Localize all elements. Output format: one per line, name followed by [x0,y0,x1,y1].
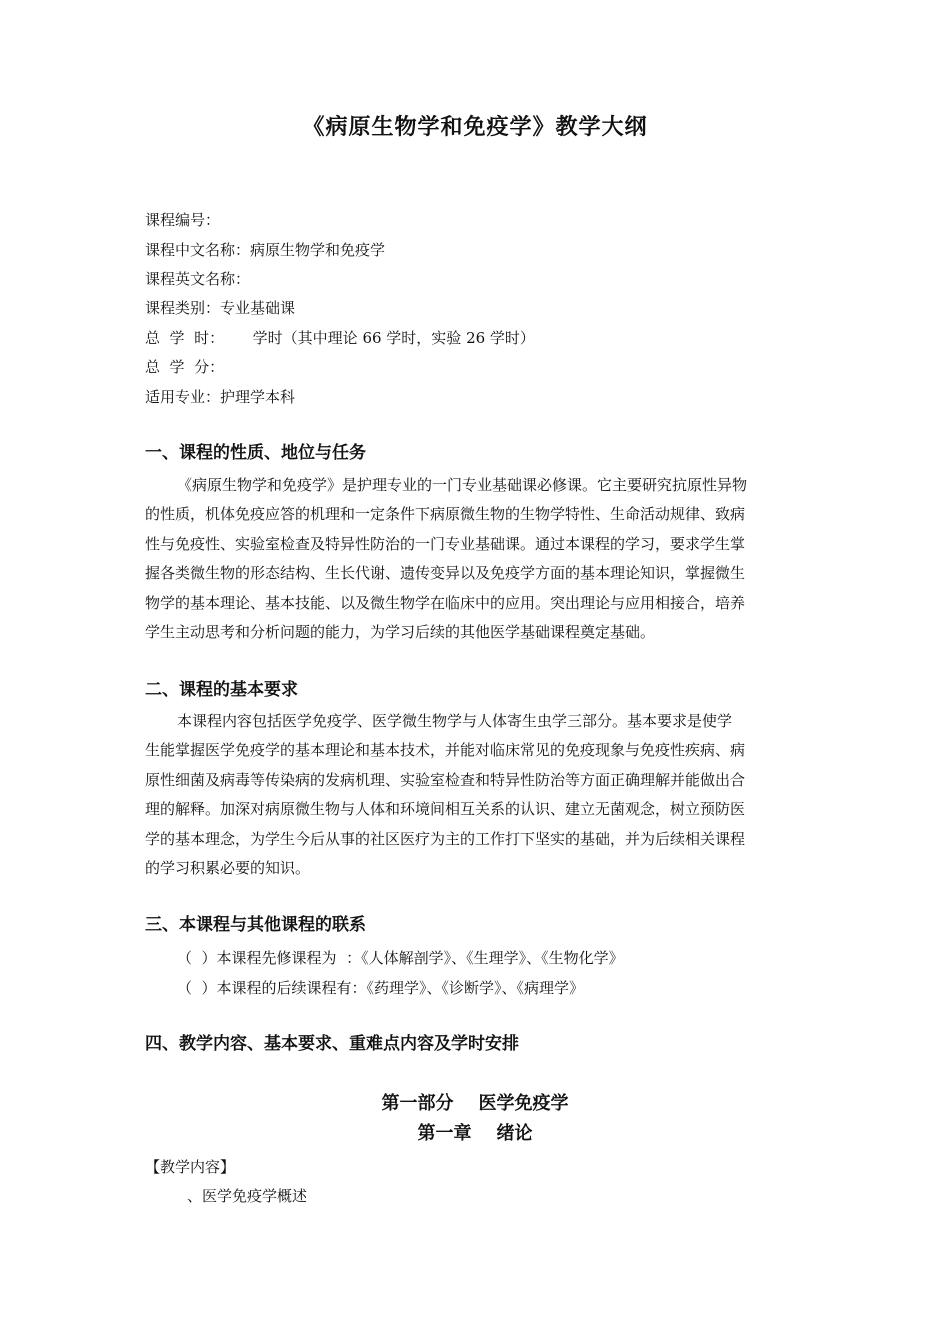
chapter-title: 第一章 绪论 [417,1123,533,1144]
info-english-name: 课程英文名称： [145,270,251,288]
teaching-content-item: 、医学免疫学概述 [187,1187,308,1205]
info-course-code: 课程编号： [145,211,221,229]
section1-line: 《病原生物学和免疫学》是护理专业的一门专业基础课必修课。它主要研究抗原性异物 [177,476,748,494]
document-title: 《病原生物学和免疫学》教学大纲 [302,115,648,140]
section1-paragraph [145,471,807,647]
part-title: 第一部分 医学免疫学 [381,1093,569,1114]
section2-paragraph [145,707,807,883]
section4-heading: 四、教学内容、基本要求、重难点内容及学时安排 [145,1034,519,1054]
section2-line: 的学习积累必要的知识。 [145,859,311,878]
info-total-credits: 总 学 分： [145,358,225,376]
section1-line: 物学的基本理论、基本技能、以及微生物学在临床中的应用。突出理论与应用相接合，培养 [145,593,746,612]
section2-line: 生能掌握医学免疫学的基本理论和基本技术，并能对临床常见的免疫现象与免疫性疾病、病 [145,741,746,760]
info-chinese-name: 课程中文名称：病原生物学和免疫学 [145,241,386,259]
info-major: 适用专业：护理学本科 [145,388,296,406]
section2-line: 本课程内容包括医学免疫学、医学微生物学与人体寄生虫学三部分。基本要求是使学 [177,712,733,730]
info-category: 课程类别：专业基础课 [145,299,296,317]
section3-heading: 三、本课程与其他课程的联系 [145,915,366,935]
section1-line: 握各类微生物的形态结构、生长代谢、遗传变异以及免疫学方面的基本理论知识，掌握微生 [145,564,746,583]
section2-heading: 二、课程的基本要求 [145,680,298,700]
teaching-content-label: 【教学内容】 [145,1158,236,1176]
section2-line: 原性细菌及病毒等传染病的发病机理、实验室检查和特异性防治等方面正确理解并能做出合 [145,770,746,789]
prerequisite-courses: （ ）本课程先修课程为 ：《人体解剖学》、《生理学》、《生物化学》 [177,949,624,967]
section2-line: 理的解释。加深对病原微生物与人体和环境间相互关系的认识、建立无菌观念，树立预防医 [145,800,746,819]
follow-up-courses: （ ）本课程的后续课程有：《药理学》、《诊断学》、《病理学》 [177,979,585,997]
section1-heading: 一、课程的性质、地位与任务 [145,443,366,463]
section1-line: 的性质，机体免疫应答的机理和一定条件下病原微生物的生物学特性、生命活动规律、致病 [145,505,746,524]
section1-line: 学生主动思考和分析问题的能力，为学习后续的其他医学基础课程奠定基础。 [145,623,656,642]
info-total-hours: 总 学 时： 学时（其中理论 66 学时，实验 26 学时） [145,329,535,347]
section2-line: 学的基本理念，为学生今后从事的社区医疗为主的工作打下坚实的基础，并为后续相关课程 [145,829,746,848]
section1-line: 性与免疫性、实验室检查及特异性防治的一门专业基础课。通过本课程的学习，要求学生掌 [145,534,746,553]
